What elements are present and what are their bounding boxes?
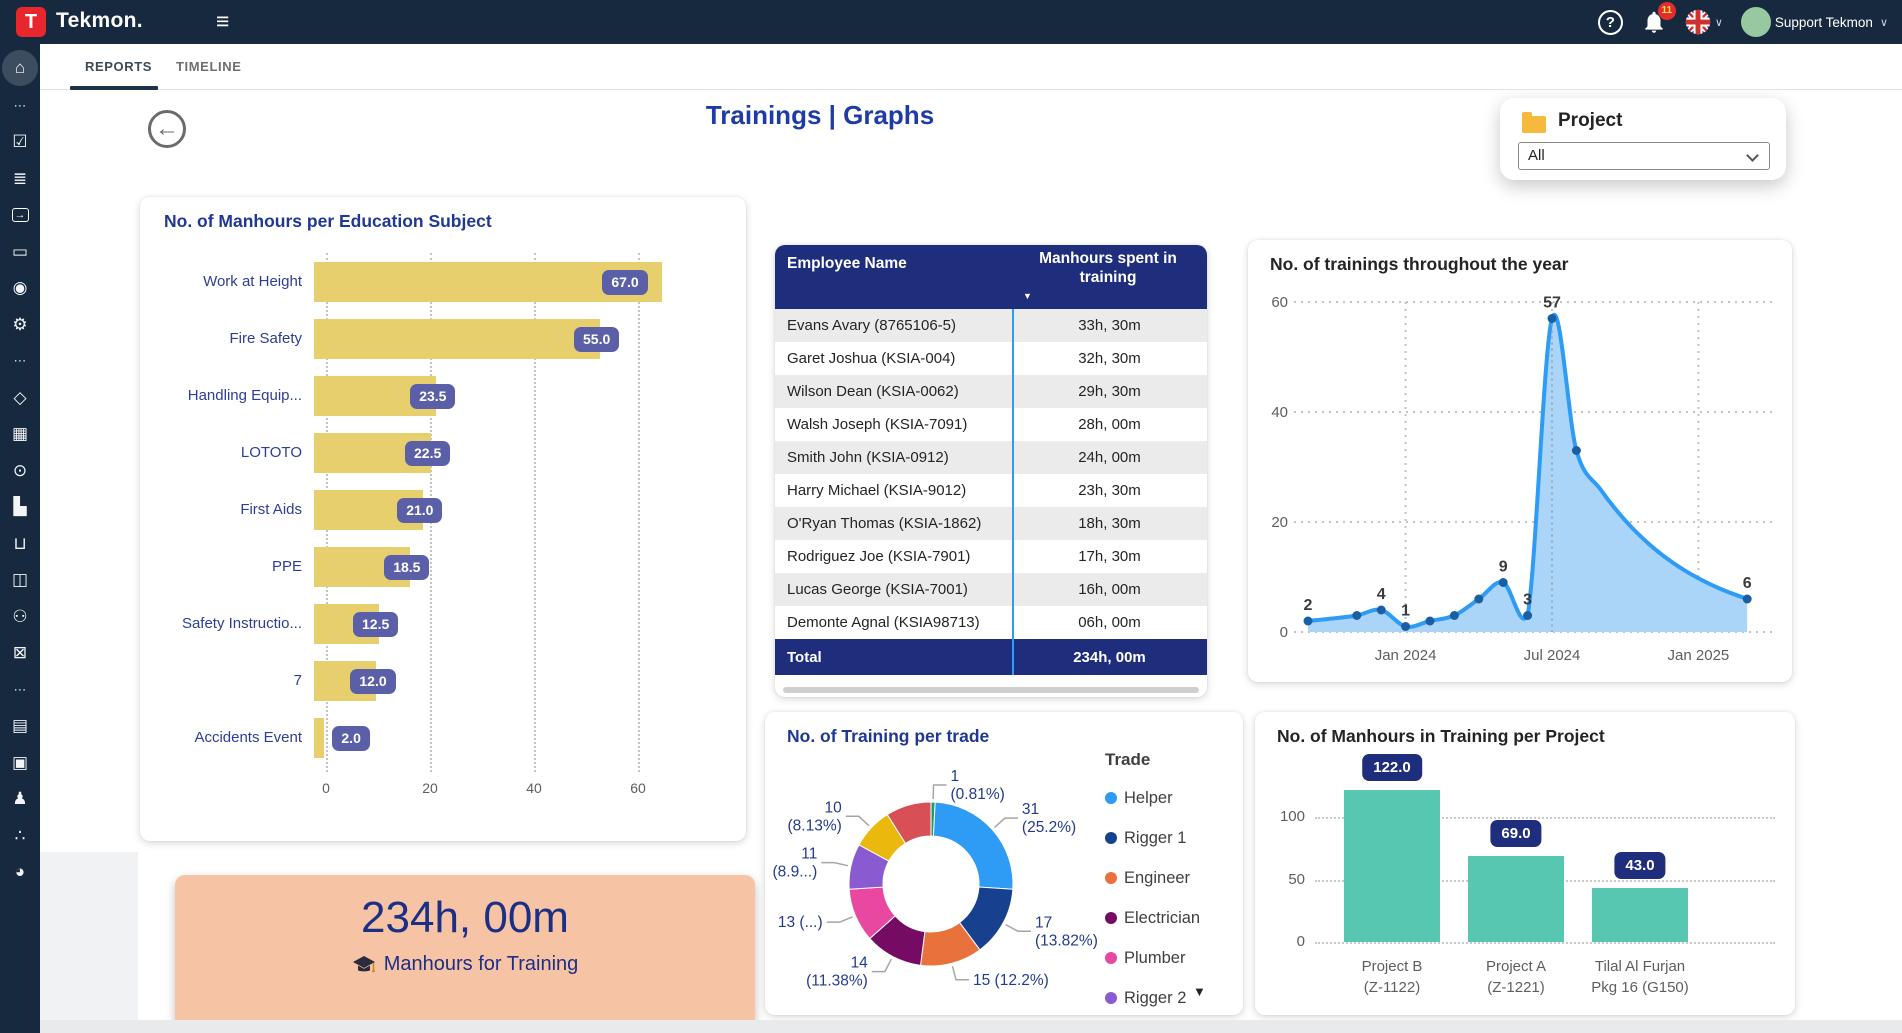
table-row[interactable] — [775, 309, 1207, 342]
sidebar-item-more-bottom[interactable]: ⋯ — [13, 681, 27, 697]
total-label: Total — [787, 648, 822, 666]
bar-Project A[interactable] — [1468, 856, 1564, 942]
top-navbar — [0, 0, 1902, 44]
data-point[interactable] — [1401, 622, 1410, 631]
active-tab-underline — [70, 86, 158, 90]
sidebar-item-reports-pie[interactable]: ◕ — [14, 862, 26, 881]
brand-title: Tekmon. — [56, 9, 143, 32]
table-body — [775, 309, 1207, 675]
sidebar-item-assets[interactable]: ◉ — [12, 278, 28, 297]
manhours-cell: 29h, 30m — [1078, 383, 1141, 400]
notifications-bell-icon[interactable] — [1641, 5, 1673, 35]
y-axis-tick: 100 — [1279, 808, 1305, 825]
bar-row-4 — [164, 424, 722, 481]
legend-item-Plumber[interactable] — [1105, 938, 1239, 978]
help-icon[interactable]: ? — [1598, 10, 1623, 35]
callout-line — [821, 863, 848, 866]
employee-name-cell: Harry Michael (KSIA-9012) — [787, 482, 967, 499]
total-value: 234h, 00m — [1073, 648, 1146, 666]
sidebar-item-trainings[interactable]: ◫ — [11, 570, 29, 589]
category-label: Tilal Al Furjan Pkg 16 (G150) — [1591, 958, 1689, 996]
sidebar-item-company[interactable]: ▙ — [13, 497, 27, 516]
data-point[interactable] — [1304, 617, 1313, 626]
legend-label: Rigger 2 — [1124, 988, 1187, 1007]
area-fill — [1308, 315, 1747, 632]
category-label: 7 — [293, 672, 302, 689]
employee-name-cell: Garet Joshua (KSIA-004) — [787, 350, 956, 367]
data-point[interactable] — [1499, 578, 1508, 587]
x-axis-tick: Jan 2025 — [1667, 647, 1730, 664]
language-selector[interactable] — [1685, 9, 1723, 35]
callout-line — [1006, 925, 1031, 932]
bar-Accidents Event[interactable] — [314, 718, 324, 758]
table-row[interactable] — [775, 606, 1207, 639]
sidebar-item-quality[interactable]: ◇ — [13, 387, 27, 407]
user-chevron-icon: ∨ — [1879, 16, 1888, 29]
trade-donut-chart — [771, 746, 1101, 1012]
employee-name-cell: O'Ryan Thomas (KSIA-1862) — [787, 515, 982, 532]
value-label: 69.0 — [1490, 820, 1541, 847]
category-label: Work at Height — [203, 273, 302, 290]
category-label: Safety Instructio... — [181, 615, 302, 632]
legend-label: Engineer — [1124, 868, 1191, 887]
legend-item-Electrician[interactable] — [1105, 898, 1239, 938]
value-label: 122.0 — [1362, 754, 1422, 781]
category-label: Project B (Z-1122) — [1361, 958, 1423, 996]
bar-row-5 — [164, 481, 722, 538]
sort-desc-icon[interactable]: ▼ — [1023, 291, 1032, 301]
callout-line — [933, 785, 946, 799]
value-label: 18.5 — [384, 555, 429, 580]
data-point[interactable] — [1523, 611, 1532, 620]
x-axis-tick: 60 — [630, 780, 646, 796]
slice-callout-label: 10 (8.13%) — [787, 799, 842, 835]
category-label: First Aids — [240, 501, 302, 518]
y-axis-tick: 0 — [1279, 624, 1288, 641]
manhours-per-project-chart-card — [1255, 712, 1795, 1015]
sidebar-item-inventory[interactable]: ⊔ — [13, 533, 27, 553]
callout-line — [827, 917, 853, 922]
chart-title: No. of trainings throughout the year — [1270, 254, 1569, 274]
sidebar-item-locations[interactable]: ⊙ — [12, 460, 28, 480]
trainings-line-chart — [1250, 282, 1790, 678]
left-sidebar — [0, 44, 40, 1033]
slice-callout-label: 31 (25.2%) — [1021, 801, 1077, 837]
y-axis-tick: 20 — [1271, 514, 1288, 531]
data-point-label: 9 — [1498, 558, 1508, 576]
chart-title: No. of Manhours per Education Subject — [164, 211, 492, 231]
flag-chevron-icon: ∨ — [1714, 16, 1723, 29]
project-filter-card — [1500, 98, 1786, 180]
data-point[interactable] — [1474, 595, 1483, 604]
total-manhours-value: 234h, 00m — [361, 893, 569, 942]
employee-name-cell: Wilson Dean (KSIA-0062) — [787, 383, 959, 400]
bar-row-6 — [164, 538, 722, 595]
category-label: Handling Equip... — [187, 387, 302, 404]
user-name: Support Tekmon — [1774, 14, 1873, 30]
uk-flag-icon — [1685, 9, 1711, 35]
callout-line — [872, 959, 892, 971]
manhours-cell: 33h, 30m — [1078, 317, 1141, 334]
slice-callout-label: 17 (13.82%) — [1034, 914, 1098, 950]
data-point-label: 3 — [1523, 591, 1533, 609]
page-title: Trainings | Graphs — [705, 100, 935, 130]
value-label: 22.5 — [405, 441, 450, 466]
chart-title: No. of Training per trade — [787, 726, 990, 746]
col-manhours[interactable]: Manhours spent in training — [1039, 250, 1177, 286]
total-manhours-summary-card — [175, 875, 755, 1027]
tab-timeline[interactable]: TIMELINE — [176, 59, 242, 74]
sidebar-item-more-top[interactable]: ⋯ — [13, 97, 27, 113]
legend-more-icon[interactable]: ▼ — [1193, 984, 1206, 999]
chart-title: No. of Manhours in Training per Project — [1277, 726, 1605, 746]
notification-badge: 11 — [1658, 2, 1676, 20]
manhours-per-subject-chart-card — [140, 197, 746, 841]
legend-label: Plumber — [1124, 948, 1186, 967]
data-point[interactable] — [1743, 595, 1752, 604]
bar-Project B[interactable] — [1344, 790, 1440, 943]
trainings-per-year-chart-card — [1248, 240, 1792, 682]
employee-name-cell: Lucas George (KSIA-7001) — [787, 581, 968, 598]
employee-name-cell: Rodriguez Joe (KSIA-7901) — [787, 548, 971, 565]
data-point-label: 57 — [1543, 294, 1561, 312]
legend-dot — [1105, 912, 1117, 924]
project-filter-dropdown[interactable] — [1518, 142, 1770, 170]
column-divider — [1012, 309, 1014, 675]
sidebar-item-folder[interactable]: ▭ — [11, 241, 29, 261]
table-row[interactable] — [775, 342, 1207, 375]
legend-item-Engineer[interactable] — [1105, 858, 1239, 898]
x-axis-tick: 40 — [526, 780, 542, 796]
sidebar-item-list[interactable]: ≣ — [12, 168, 28, 188]
sidebar-item-home[interactable]: ⌂ — [2, 50, 38, 86]
value-label: 67.0 — [602, 270, 647, 295]
user-menu[interactable] — [1741, 7, 1888, 37]
x-axis-tick: 20 — [422, 780, 438, 796]
sidebar-item-settings[interactable]: ⚙ — [12, 314, 28, 334]
slice-callout-label: 13 (...) — [777, 914, 823, 932]
project-filter-value: All — [1528, 147, 1545, 164]
table-scrollbar[interactable] — [783, 687, 1199, 693]
data-point-label: 2 — [1303, 597, 1313, 614]
total-manhours-label: Manhours for Training — [383, 953, 579, 975]
sidebar-item-packages[interactable]: ⊠ — [12, 643, 28, 662]
employee-name-cell: Walsh Joseph (KSIA-7091) — [787, 416, 968, 433]
legend-label: Electrician — [1124, 908, 1201, 927]
data-point-label: 4 — [1376, 586, 1386, 603]
graduation-cap-icon — [352, 955, 376, 975]
employee-manhours-table-card — [775, 245, 1207, 697]
table-total-row — [775, 639, 1207, 675]
bar-row-1 — [164, 253, 722, 310]
bar-row-9 — [164, 709, 722, 766]
slice-callout-label: 15 (12.2%) — [973, 971, 1049, 989]
gridline-y-0 — [1315, 942, 1775, 944]
legend-item-Rigger 2[interactable] — [1105, 978, 1239, 1018]
value-label: 12.0 — [350, 669, 395, 694]
project-filter-label: Project — [1558, 110, 1623, 131]
bar-Tilal Al Furjan[interactable] — [1592, 888, 1688, 942]
data-point-label: 6 — [1742, 575, 1752, 592]
donut-slice-Helper[interactable] — [933, 802, 1013, 889]
table-row[interactable] — [775, 408, 1207, 441]
col-employee-name[interactable]: Employee Name — [787, 255, 907, 272]
legend-dot — [1105, 872, 1117, 884]
category-label: Fire Safety — [229, 330, 302, 347]
training-per-trade-chart-card — [765, 712, 1243, 1015]
bar-row-2 — [164, 310, 722, 367]
manhours-cell: 06h, 00m — [1078, 614, 1141, 631]
hamburger-menu-icon[interactable]: ≡ — [216, 8, 230, 34]
legend-item-Rigger 1[interactable] — [1105, 818, 1239, 858]
slice-callout-label: 11 (8.9...) — [772, 845, 818, 881]
data-point[interactable] — [1352, 611, 1361, 620]
data-point[interactable] — [1450, 611, 1459, 620]
slice-callout-label: 1 (0.81%) — [950, 768, 1005, 804]
legend-label: Helper — [1124, 788, 1173, 807]
sidebar-item-matrix[interactable]: ▦ — [11, 424, 29, 443]
table-header[interactable] — [775, 245, 1207, 309]
table-row[interactable] — [775, 573, 1207, 606]
manhours-per-subject-plot — [164, 253, 722, 813]
table-row[interactable] — [775, 507, 1207, 540]
data-point-label: 1 — [1401, 602, 1411, 620]
sidebar-item-badges[interactable]: ▣ — [11, 752, 29, 772]
employee-name-cell: Demonte Agnal (KSIA98713) — [787, 614, 980, 631]
data-point[interactable] — [1572, 446, 1581, 455]
legend-dot — [1105, 952, 1117, 964]
table-row[interactable] — [775, 441, 1207, 474]
manhours-cell: 16h, 00m — [1078, 581, 1141, 598]
bar-Fire Safety[interactable] — [314, 319, 600, 359]
category-label: Accidents Event — [194, 729, 302, 746]
sidebar-item-profile[interactable]: ♟ — [12, 789, 28, 808]
legend-dot — [1105, 792, 1117, 804]
y-axis-tick: 0 — [1296, 933, 1305, 950]
avatar — [1741, 7, 1771, 37]
y-axis-tick: 40 — [1271, 404, 1288, 421]
manhours-cell: 28h, 00m — [1078, 416, 1141, 433]
manhours-cell: 24h, 00m — [1078, 449, 1141, 466]
sidebar-item-more-middle[interactable]: ⋯ — [13, 353, 27, 368]
trade-legend — [1105, 750, 1239, 1018]
legend-dot — [1105, 992, 1117, 1004]
category-label: PPE — [271, 558, 302, 575]
value-label: 43.0 — [1614, 852, 1665, 879]
manhours-cell: 32h, 30m — [1078, 350, 1141, 367]
y-axis-tick: 60 — [1271, 294, 1288, 311]
value-label: 12.5 — [353, 612, 398, 637]
category-label: Project A (Z-1221) — [1485, 958, 1547, 996]
value-label: 2.0 — [332, 726, 369, 751]
x-axis-tick: 0 — [322, 780, 330, 796]
data-point[interactable] — [1548, 314, 1557, 323]
check-in-icon: → — [12, 208, 29, 222]
x-axis-tick: Jul 2024 — [1523, 647, 1581, 664]
callout-line — [952, 966, 969, 980]
table-row[interactable] — [775, 375, 1207, 408]
callout-line — [994, 818, 1017, 827]
manhours-cell: 17h, 30m — [1078, 548, 1141, 565]
tab-bar — [40, 44, 1902, 90]
legend-item-Helper[interactable] — [1105, 778, 1239, 818]
value-label: 23.5 — [410, 384, 455, 409]
value-label: 21.0 — [397, 498, 442, 523]
sidebar-item-tasks[interactable]: ☑ — [12, 132, 28, 151]
tekmon-logo-icon[interactable]: T — [16, 7, 46, 37]
legend-label: Rigger 1 — [1124, 828, 1187, 847]
sidebar-item-check-in[interactable] — [3, 198, 37, 232]
slice-callout-label: 14 (11.38%) — [806, 954, 868, 990]
bar-row-8 — [164, 652, 722, 709]
value-label: 55.0 — [574, 327, 619, 352]
sidebar-item-id-cards[interactable]: ▤ — [11, 716, 29, 735]
dropdown-chevron-icon — [1746, 149, 1759, 162]
bar-row-3 — [164, 367, 722, 424]
canvas-margin — [40, 852, 138, 1020]
data-point[interactable] — [1377, 606, 1386, 615]
employee-name-cell: Evans Avary (8765106-5) — [787, 317, 956, 334]
table-row[interactable] — [775, 474, 1207, 507]
data-point[interactable] — [1426, 617, 1435, 626]
table-row[interactable] — [775, 540, 1207, 573]
folder-icon — [1522, 116, 1546, 133]
x-axis-tick: Jan 2024 — [1374, 647, 1437, 664]
bottom-page-edge — [40, 1020, 1902, 1033]
back-button[interactable]: ← — [148, 110, 186, 148]
legend-title: Trade — [1105, 750, 1151, 769]
manhours-cell: 18h, 30m — [1078, 515, 1141, 532]
employee-name-cell: Smith John (KSIA-0912) — [787, 449, 949, 466]
sidebar-item-teams[interactable]: ∴ — [14, 825, 26, 845]
bar-row-7 — [164, 595, 722, 652]
tab-reports[interactable]: REPORTS — [85, 59, 153, 74]
y-axis-tick: 50 — [1288, 870, 1305, 888]
callout-line — [846, 816, 869, 826]
legend-dot — [1105, 832, 1117, 844]
category-label: LOTOTO — [240, 444, 302, 461]
manhours-cell: 23h, 30m — [1078, 482, 1141, 499]
sidebar-item-attendance[interactable]: ⚇ — [12, 606, 28, 626]
